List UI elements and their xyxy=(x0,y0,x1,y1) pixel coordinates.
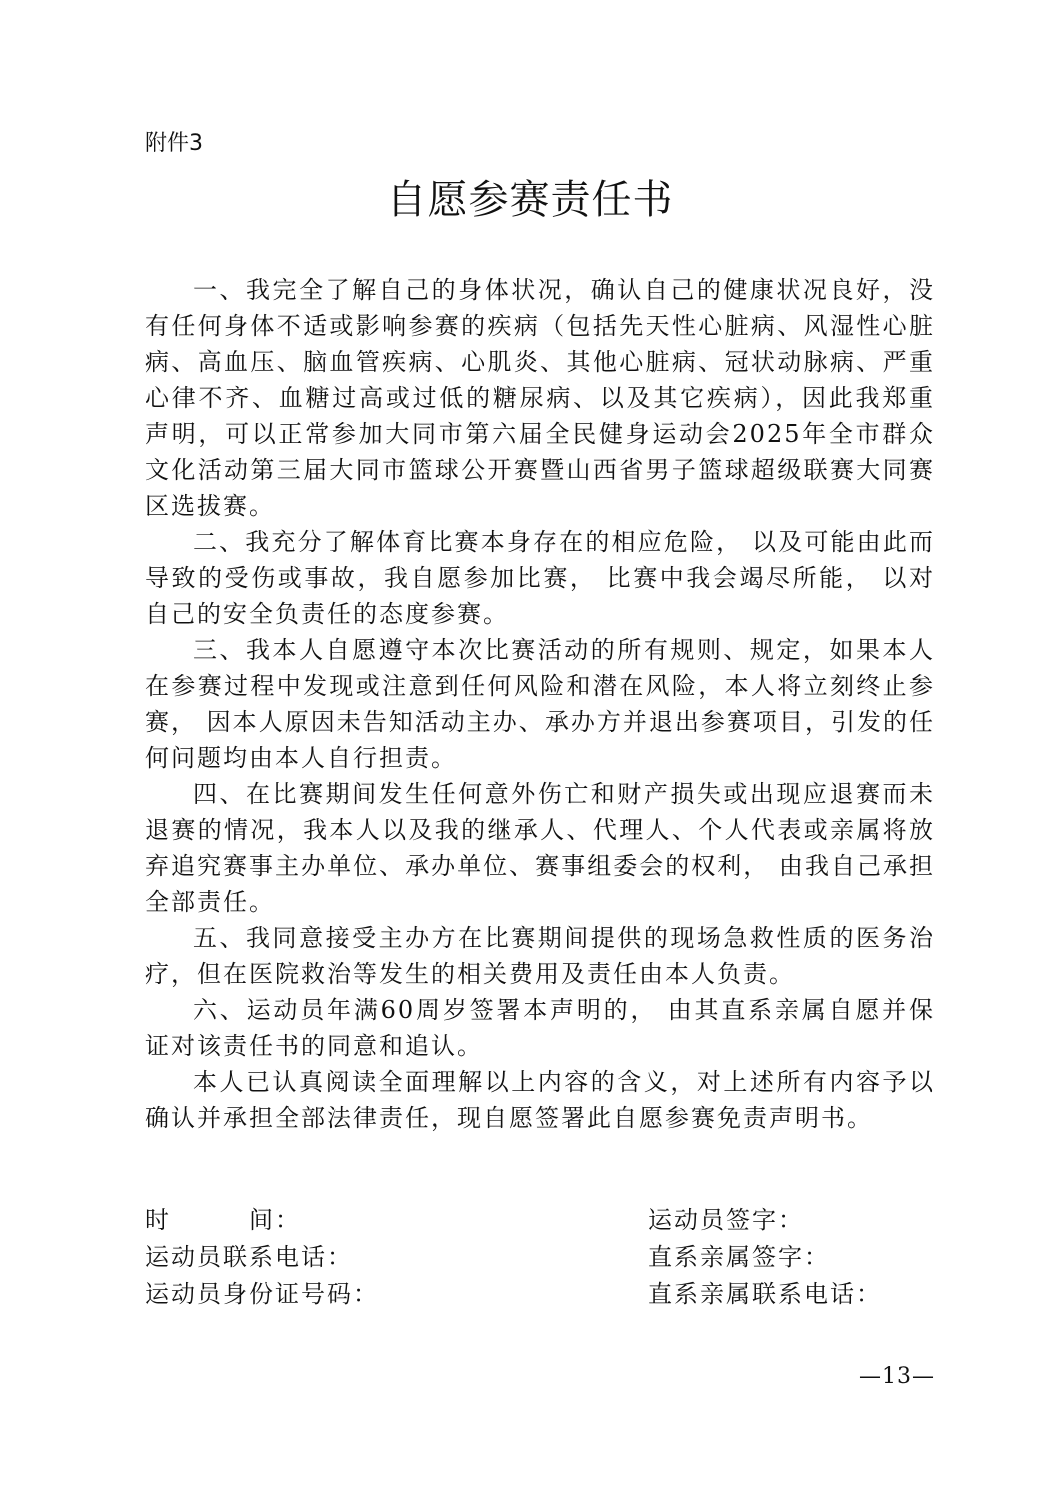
athlete-signature-label: 运动员签字： xyxy=(648,1206,804,1234)
clause-6-paragraph: 六、运动员年满60周岁签署本声明的， 由其直系亲属自愿并保证对该责任书的同意和追认。 xyxy=(145,996,935,1060)
relative-signature-label: 直系亲属签字： xyxy=(648,1243,830,1271)
document-body xyxy=(145,272,935,1136)
signature-row-2 xyxy=(145,1239,935,1276)
confirmation-paragraph: 本人已认真阅读全面理解以上内容的含义，对上述所有内容予以确认并承担全部法律责任，现自愿签署此自愿参赛免责声明书。 xyxy=(145,1068,935,1132)
signature-row-3 xyxy=(145,1276,935,1313)
clause-2-paragraph: 二、我充分了解体育比赛本身存在的相应危险， 以及可能由此而导致的受伤或事故，我自愿参加比赛， 比赛中我会竭尽所能， 以对自己的安全负责任的态度参赛。 xyxy=(145,528,935,628)
signature-block xyxy=(145,1202,935,1313)
athlete-phone-label: 运动员联系电话： xyxy=(145,1243,353,1271)
page-number: —13— xyxy=(859,1364,935,1389)
clause-5-paragraph: 五、我同意接受主办方在比赛期间提供的现场急救性质的医务治疗，但在医院救治等发生的相关费用及责任由本人负责。 xyxy=(145,924,935,988)
clause-3-paragraph: 三、我本人自愿遵守本次比赛活动的所有规则、规定，如果本人在参赛过程中发现或注意到任何风险和潜在风险，本人将立刻终止参赛， 因本人原因未告知活动主办、承办方并退出参赛项目，引发的任何问题均由本人自行担责。 xyxy=(145,636,935,772)
athlete-id-label: 运动员身份证号码： xyxy=(145,1280,379,1308)
relative-phone-label: 直系亲属联系电话： xyxy=(648,1280,882,1308)
signature-row-1 xyxy=(145,1202,935,1239)
clause-4-paragraph: 四、在比赛期间发生任何意外伤亡和财产损失或出现应退赛而未退赛的情况，我本人以及我的继承人、代理人、个人代表或亲属将放弃追究赛事主办单位、承办单位、赛事组委会的权利， 由我自己承担全部责任。 xyxy=(145,780,935,916)
document-title: 自愿参赛责任书 xyxy=(386,177,674,223)
clause-1-paragraph: 一、我完全了解自己的身体状况，确认自己的健康状况良好，没有任何身体不适或影响参赛的疾病（包括先天性心脏病、风湿性心脏病、高血压、脑血管疾病、心肌炎、其他心脏病、冠状动脉病、严重心律不齐、血糖过高或过低的糖尿病、以及其它疾病），因此我郑重声明，可以正常参加大同市第六届全民健身运动会2025年全市群众文化活动第三届大同市篮球公开赛暨山西省男子篮球超级联赛大同赛区选拔赛。 xyxy=(145,276,935,520)
attachment-label: 附件3 xyxy=(145,131,203,156)
time-label: 时 间： xyxy=(145,1206,301,1234)
